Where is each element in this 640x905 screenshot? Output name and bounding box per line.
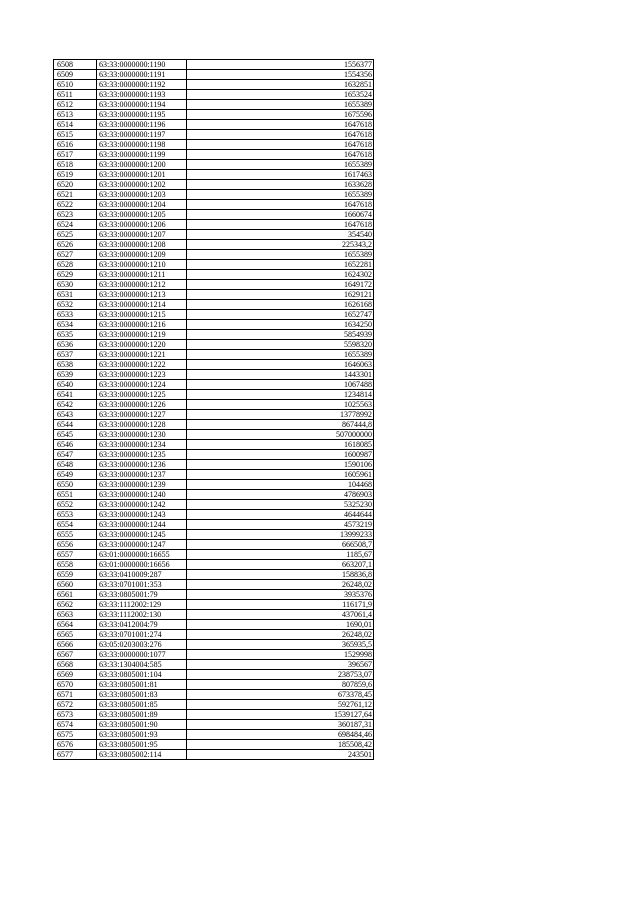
- cadastral-number-cell: 63:33:0000000:1247: [97, 540, 187, 550]
- value-cell: 507000000: [187, 430, 374, 440]
- value-cell: 185508,42: [187, 740, 374, 750]
- row-number-cell: 6543: [54, 410, 97, 420]
- table-row: [54, 320, 374, 330]
- row-number-cell: 6508: [54, 60, 97, 70]
- row-number-cell: 6564: [54, 620, 97, 630]
- value-cell: 238753,07: [187, 670, 374, 680]
- cadastral-number-cell: 63:33:0000000:1193: [97, 90, 187, 100]
- cadastral-number-cell: 63:01:0000000:16655: [97, 550, 187, 560]
- cadastral-number-cell: 63:33:0000000:1236: [97, 460, 187, 470]
- table-row: [54, 660, 374, 670]
- cadastral-number-cell: 63:33:0805002:114: [97, 750, 187, 760]
- cadastral-number-cell: 63:33:0805001:93: [97, 730, 187, 740]
- row-number-cell: 6574: [54, 720, 97, 730]
- value-cell: 360187,31: [187, 720, 374, 730]
- value-cell: 225343,2: [187, 240, 374, 250]
- table-row: [54, 230, 374, 240]
- cadastral-number-cell: 63:33:0701001:353: [97, 580, 187, 590]
- row-number-cell: 6527: [54, 250, 97, 260]
- row-number-cell: 6514: [54, 120, 97, 130]
- value-cell: 867444,8: [187, 420, 374, 430]
- row-number-cell: 6555: [54, 530, 97, 540]
- cadastral-number-cell: 63:33:0805001:83: [97, 690, 187, 700]
- cadastral-number-cell: 63:33:0000000:1235: [97, 450, 187, 460]
- row-number-cell: 6523: [54, 210, 97, 220]
- table-row: [54, 280, 374, 290]
- table-row: [54, 90, 374, 100]
- value-cell: 1600987: [187, 450, 374, 460]
- table-row: [54, 190, 374, 200]
- value-cell: 807859,6: [187, 680, 374, 690]
- row-number-cell: 6532: [54, 300, 97, 310]
- cadastral-number-cell: 63:33:0000000:1228: [97, 420, 187, 430]
- row-number-cell: 6571: [54, 690, 97, 700]
- table-row: [54, 530, 374, 540]
- value-cell: 13999233: [187, 530, 374, 540]
- row-number-cell: 6541: [54, 390, 97, 400]
- row-number-cell: 6518: [54, 160, 97, 170]
- value-cell: 1618085: [187, 440, 374, 450]
- row-number-cell: 6516: [54, 140, 97, 150]
- row-number-cell: 6575: [54, 730, 97, 740]
- cadastral-number-cell: 63:05:0203003:276: [97, 640, 187, 650]
- cadastral-number-cell: 63:33:0000000:1226: [97, 400, 187, 410]
- cadastral-number-cell: 63:33:0805001:95: [97, 740, 187, 750]
- table-row: [54, 310, 374, 320]
- row-number-cell: 6530: [54, 280, 97, 290]
- cadastral-number-cell: 63:33:0000000:1244: [97, 520, 187, 530]
- value-cell: 1617463: [187, 170, 374, 180]
- cadastral-number-cell: 63:33:0000000:1195: [97, 110, 187, 120]
- table-row: [54, 390, 374, 400]
- cadastral-number-cell: 63:33:0000000:1215: [97, 310, 187, 320]
- value-cell: 1647618: [187, 220, 374, 230]
- value-cell: 4573219: [187, 520, 374, 530]
- cadastral-number-cell: 63:33:0000000:1227: [97, 410, 187, 420]
- row-number-cell: 6533: [54, 310, 97, 320]
- row-number-cell: 6524: [54, 220, 97, 230]
- cadastral-number-cell: 63:33:0000000:1198: [97, 140, 187, 150]
- row-number-cell: 6521: [54, 190, 97, 200]
- table-row: [54, 450, 374, 460]
- value-cell: 1649172: [187, 280, 374, 290]
- value-cell: 5598320: [187, 340, 374, 350]
- cadastral-number-cell: 63:33:0000000:1242: [97, 500, 187, 510]
- cadastral-number-cell: 63:33:0000000:1194: [97, 100, 187, 110]
- cadastral-number-cell: 63:33:1112002:130: [97, 610, 187, 620]
- value-cell: 1067488: [187, 380, 374, 390]
- value-cell: 1185,67: [187, 550, 374, 560]
- value-cell: 1443301: [187, 370, 374, 380]
- table-row: [54, 520, 374, 530]
- table-row: [54, 140, 374, 150]
- row-number-cell: 6537: [54, 350, 97, 360]
- value-cell: 1632851: [187, 80, 374, 90]
- row-number-cell: 6550: [54, 480, 97, 490]
- table-row: [54, 480, 374, 490]
- cadastral-number-cell: 63:33:0000000:1213: [97, 290, 187, 300]
- table-row: [54, 360, 374, 370]
- cadastral-number-cell: 63:33:0000000:1212: [97, 280, 187, 290]
- value-cell: 158836,8: [187, 570, 374, 580]
- cadastral-number-cell: 63:33:0000000:1205: [97, 210, 187, 220]
- row-number-cell: 6573: [54, 710, 97, 720]
- data-table: [53, 59, 374, 760]
- cadastral-number-cell: 63:33:0805001:89: [97, 710, 187, 720]
- row-number-cell: 6545: [54, 430, 97, 440]
- row-number-cell: 6572: [54, 700, 97, 710]
- row-number-cell: 6517: [54, 150, 97, 160]
- value-cell: 1634250: [187, 320, 374, 330]
- cadastral-number-cell: 63:33:0000000:1190: [97, 60, 187, 70]
- table-row: [54, 100, 374, 110]
- table-row: [54, 540, 374, 550]
- row-number-cell: 6551: [54, 490, 97, 500]
- table-row: [54, 130, 374, 140]
- table-row: [54, 110, 374, 120]
- value-cell: 1655389: [187, 350, 374, 360]
- row-number-cell: 6511: [54, 90, 97, 100]
- cadastral-number-cell: 63:33:0000000:1223: [97, 370, 187, 380]
- cadastral-number-cell: 63:33:0000000:1196: [97, 120, 187, 130]
- value-cell: 1590106: [187, 460, 374, 470]
- value-cell: 26248,02: [187, 630, 374, 640]
- cadastral-number-cell: 63:33:0000000:1191: [97, 70, 187, 80]
- row-number-cell: 6576: [54, 740, 97, 750]
- cadastral-number-cell: 63:33:0805001:104: [97, 670, 187, 680]
- table-row: [54, 170, 374, 180]
- value-cell: 1655389: [187, 250, 374, 260]
- table-row: [54, 160, 374, 170]
- cadastral-number-cell: 63:33:0000000:1210: [97, 260, 187, 270]
- table-row: [54, 330, 374, 340]
- value-cell: 1690,01: [187, 620, 374, 630]
- table-row: [54, 200, 374, 210]
- value-cell: 1652281: [187, 260, 374, 270]
- cadastral-number-cell: 63:33:0000000:1199: [97, 150, 187, 160]
- row-number-cell: 6531: [54, 290, 97, 300]
- cadastral-number-cell: 63:33:0000000:1216: [97, 320, 187, 330]
- table-row: [54, 560, 374, 570]
- cadastral-number-cell: 63:33:0000000:1224: [97, 380, 187, 390]
- value-cell: 4786903: [187, 490, 374, 500]
- value-cell: 1629121: [187, 290, 374, 300]
- row-number-cell: 6568: [54, 660, 97, 670]
- table-row: [54, 510, 374, 520]
- table-row: [54, 70, 374, 80]
- value-cell: 592761,12: [187, 700, 374, 710]
- value-cell: 666508,7: [187, 540, 374, 550]
- table-row: [54, 570, 374, 580]
- table-row: [54, 370, 374, 380]
- value-cell: 104468: [187, 480, 374, 490]
- value-cell: 1556377: [187, 60, 374, 70]
- row-number-cell: 6562: [54, 600, 97, 610]
- table-row: [54, 410, 374, 420]
- value-cell: 5854939: [187, 330, 374, 340]
- row-number-cell: 6570: [54, 680, 97, 690]
- cadastral-number-cell: 63:33:0000000:1208: [97, 240, 187, 250]
- row-number-cell: 6569: [54, 670, 97, 680]
- cadastral-number-cell: 63:33:1112002:129: [97, 600, 187, 610]
- table-row: [54, 270, 374, 280]
- table-row: [54, 590, 374, 600]
- table-row: [54, 120, 374, 130]
- row-number-cell: 6565: [54, 630, 97, 640]
- table-row: [54, 250, 374, 260]
- table-row: [54, 290, 374, 300]
- cadastral-number-cell: 63:33:1304004:585: [97, 660, 187, 670]
- cadastral-number-cell: 63:33:0000000:1202: [97, 180, 187, 190]
- table-row: [54, 400, 374, 410]
- table-row: [54, 620, 374, 630]
- cadastral-number-cell: 63:33:0000000:1220: [97, 340, 187, 350]
- row-number-cell: 6520: [54, 180, 97, 190]
- row-number-cell: 6525: [54, 230, 97, 240]
- table-row: [54, 220, 374, 230]
- row-number-cell: 6544: [54, 420, 97, 430]
- value-cell: 1554356: [187, 70, 374, 80]
- row-number-cell: 6513: [54, 110, 97, 120]
- row-number-cell: 6557: [54, 550, 97, 560]
- value-cell: 354540: [187, 230, 374, 240]
- value-cell: 243501: [187, 750, 374, 760]
- table-row: [54, 500, 374, 510]
- cadastral-number-cell: 63:33:0412004:79: [97, 620, 187, 630]
- row-number-cell: 6542: [54, 400, 97, 410]
- value-cell: 1660674: [187, 210, 374, 220]
- row-number-cell: 6509: [54, 70, 97, 80]
- value-cell: 1647618: [187, 140, 374, 150]
- value-cell: 1655389: [187, 190, 374, 200]
- table-row: [54, 470, 374, 480]
- cadastral-number-cell: 63:33:0000000:1240: [97, 490, 187, 500]
- table-row: [54, 700, 374, 710]
- table-row: [54, 580, 374, 590]
- cadastral-number-cell: 63:33:0000000:1214: [97, 300, 187, 310]
- value-cell: 396567: [187, 660, 374, 670]
- cadastral-number-cell: 63:33:0410009:287: [97, 570, 187, 580]
- row-number-cell: 6554: [54, 520, 97, 530]
- cadastral-number-cell: 63:33:0000000:1197: [97, 130, 187, 140]
- table-row: [54, 740, 374, 750]
- cadastral-number-cell: 63:33:0000000:1203: [97, 190, 187, 200]
- value-cell: 1025563: [187, 400, 374, 410]
- table-row: [54, 690, 374, 700]
- value-cell: 1655389: [187, 100, 374, 110]
- cadastral-number-cell: 63:33:0000000:1239: [97, 480, 187, 490]
- table-row: [54, 680, 374, 690]
- cadastral-number-cell: 63:01:0000000:16656: [97, 560, 187, 570]
- cadastral-number-cell: 63:33:0000000:1219: [97, 330, 187, 340]
- table-body: [54, 60, 374, 760]
- cadastral-number-cell: 63:33:0805001:90: [97, 720, 187, 730]
- value-cell: 437061,4: [187, 610, 374, 620]
- row-number-cell: 6547: [54, 450, 97, 460]
- cadastral-number-cell: 63:33:0000000:1200: [97, 160, 187, 170]
- row-number-cell: 6567: [54, 650, 97, 660]
- row-number-cell: 6552: [54, 500, 97, 510]
- cadastral-number-cell: 63:33:0000000:1225: [97, 390, 187, 400]
- row-number-cell: 6577: [54, 750, 97, 760]
- cadastral-number-cell: 63:33:0000000:1222: [97, 360, 187, 370]
- cadastral-number-cell: 63:33:0805001:85: [97, 700, 187, 710]
- table-row: [54, 80, 374, 90]
- table-row: [54, 600, 374, 610]
- row-number-cell: 6560: [54, 580, 97, 590]
- value-cell: 365935,5: [187, 640, 374, 650]
- row-number-cell: 6522: [54, 200, 97, 210]
- table-row: [54, 340, 374, 350]
- value-cell: 3935376: [187, 590, 374, 600]
- table-row: [54, 300, 374, 310]
- row-number-cell: 6535: [54, 330, 97, 340]
- table-row: [54, 550, 374, 560]
- row-number-cell: 6559: [54, 570, 97, 580]
- table-row: [54, 440, 374, 450]
- table-row: [54, 750, 374, 760]
- row-number-cell: 6536: [54, 340, 97, 350]
- row-number-cell: 6519: [54, 170, 97, 180]
- row-number-cell: 6540: [54, 380, 97, 390]
- value-cell: 698484,46: [187, 730, 374, 740]
- table-row: [54, 150, 374, 160]
- value-cell: 1647618: [187, 120, 374, 130]
- table-row: [54, 630, 374, 640]
- row-number-cell: 6512: [54, 100, 97, 110]
- table-row: [54, 640, 374, 650]
- cadastral-number-cell: 63:33:0000000:1207: [97, 230, 187, 240]
- value-cell: 1675596: [187, 110, 374, 120]
- value-cell: 1652747: [187, 310, 374, 320]
- cadastral-number-cell: 63:33:0701001:274: [97, 630, 187, 640]
- row-number-cell: 6538: [54, 360, 97, 370]
- table-row: [54, 610, 374, 620]
- row-number-cell: 6526: [54, 240, 97, 250]
- table-row: [54, 260, 374, 270]
- row-number-cell: 6549: [54, 470, 97, 480]
- table-row: [54, 720, 374, 730]
- row-number-cell: 6510: [54, 80, 97, 90]
- row-number-cell: 6556: [54, 540, 97, 550]
- value-cell: 1647618: [187, 200, 374, 210]
- row-number-cell: 6561: [54, 590, 97, 600]
- table-row: [54, 60, 374, 70]
- value-cell: 1539127,64: [187, 710, 374, 720]
- table-row: [54, 350, 374, 360]
- cadastral-number-cell: 63:33:0000000:1204: [97, 200, 187, 210]
- cadastral-number-cell: 63:33:0000000:1230: [97, 430, 187, 440]
- value-cell: 1647618: [187, 150, 374, 160]
- table-row: [54, 460, 374, 470]
- value-cell: 663207,1: [187, 560, 374, 570]
- table-row: [54, 430, 374, 440]
- cadastral-number-cell: 63:33:0000000:1237: [97, 470, 187, 480]
- value-cell: 1605961: [187, 470, 374, 480]
- row-number-cell: 6546: [54, 440, 97, 450]
- table-row: [54, 240, 374, 250]
- value-cell: 1647618: [187, 130, 374, 140]
- cadastral-number-cell: 63:33:0000000:1077: [97, 650, 187, 660]
- value-cell: 1646063: [187, 360, 374, 370]
- value-cell: 1633628: [187, 180, 374, 190]
- cadastral-number-cell: 63:33:0000000:1245: [97, 530, 187, 540]
- cadastral-number-cell: 63:33:0805001:81: [97, 680, 187, 690]
- value-cell: 13778992: [187, 410, 374, 420]
- row-number-cell: 6548: [54, 460, 97, 470]
- value-cell: 673378,45: [187, 690, 374, 700]
- value-cell: 116171,9: [187, 600, 374, 610]
- table-row: [54, 650, 374, 660]
- table-row: [54, 730, 374, 740]
- table-row: [54, 210, 374, 220]
- value-cell: 1626168: [187, 300, 374, 310]
- table-row: [54, 420, 374, 430]
- row-number-cell: 6515: [54, 130, 97, 140]
- table-row: [54, 670, 374, 680]
- row-number-cell: 6534: [54, 320, 97, 330]
- cadastral-number-cell: 63:33:0000000:1211: [97, 270, 187, 280]
- row-number-cell: 6528: [54, 260, 97, 270]
- value-cell: 26248,02: [187, 580, 374, 590]
- cadastral-number-cell: 63:33:0000000:1201: [97, 170, 187, 180]
- cadastral-number-cell: 63:33:0000000:1192: [97, 80, 187, 90]
- cadastral-number-cell: 63:33:0805001:79: [97, 590, 187, 600]
- table-row: [54, 710, 374, 720]
- value-cell: 5325230: [187, 500, 374, 510]
- cadastral-number-cell: 63:33:0000000:1243: [97, 510, 187, 520]
- table-row: [54, 180, 374, 190]
- cadastral-number-cell: 63:33:0000000:1206: [97, 220, 187, 230]
- cadastral-number-cell: 63:33:0000000:1234: [97, 440, 187, 450]
- value-cell: 1529998: [187, 650, 374, 660]
- row-number-cell: 6539: [54, 370, 97, 380]
- row-number-cell: 6558: [54, 560, 97, 570]
- table-row: [54, 490, 374, 500]
- row-number-cell: 6566: [54, 640, 97, 650]
- value-cell: 1655389: [187, 160, 374, 170]
- value-cell: 4644644: [187, 510, 374, 520]
- value-cell: 1624302: [187, 270, 374, 280]
- row-number-cell: 6529: [54, 270, 97, 280]
- value-cell: 1234814: [187, 390, 374, 400]
- row-number-cell: 6563: [54, 610, 97, 620]
- cadastral-number-cell: 63:33:0000000:1209: [97, 250, 187, 260]
- table-row: [54, 380, 374, 390]
- row-number-cell: 6553: [54, 510, 97, 520]
- cadastral-number-cell: 63:33:0000000:1221: [97, 350, 187, 360]
- value-cell: 1653524: [187, 90, 374, 100]
